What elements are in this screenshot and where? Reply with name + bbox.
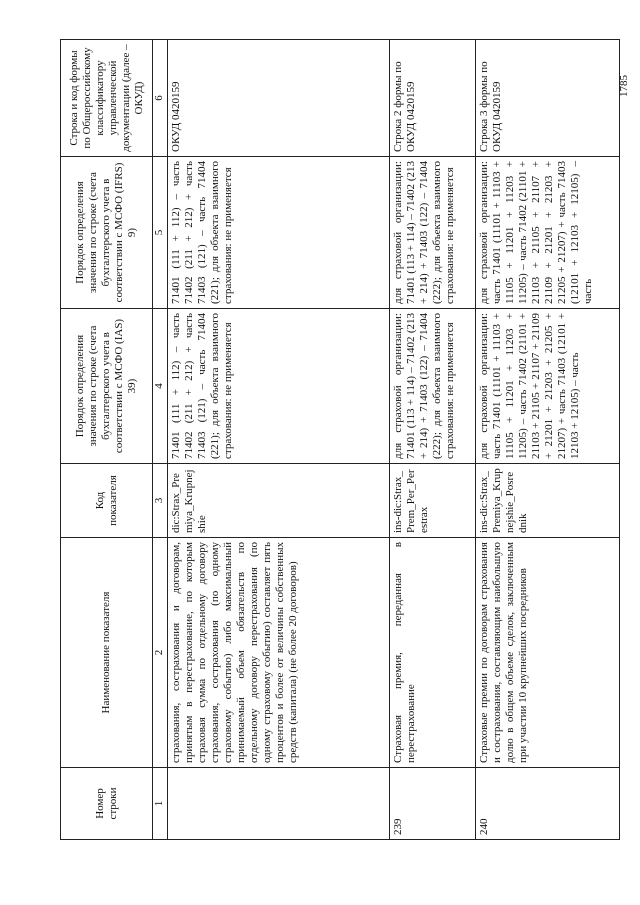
indicator-name: Страховая премия, переданная в перестрахование [390, 538, 476, 768]
header-row [61, 40, 153, 840]
row-number [168, 768, 390, 840]
ifrs9-rule: для страховой организации: часть 71401 (11101 + 11103 + 11105 + 11201 + 11203 + 11205) – часть 71402 (21101 + 21103 + 21105 + 21107 + 21109 + 21201 + 21203 + 21205 + 21207) + часть 71403 (12101 + 12103 + 12105) – часть [476, 157, 620, 309]
indicator-code: ins-dic:Strax_Prem_Per_Perestrax [390, 464, 476, 538]
column-number: 4 [153, 309, 168, 464]
okud-ref: Строка 2 формы по ОКУД 0420159 [390, 40, 476, 157]
ifrs9-rule: 71401 (111 + 112) – часть 71402 (211 + 212) + часть 71403 (121) – часть 71404 (221); для объекта взаимного страхования: не применяется [168, 157, 390, 309]
table-row [168, 40, 390, 840]
header-indicator-code: Код показателя [61, 464, 153, 538]
header-indicator-name: Наименование показателя [61, 538, 153, 768]
header-ias39: Порядок определения значения по строке (счета бухгалтерского учета в соответствии с МСФО (IAS) 39) [61, 309, 153, 464]
column-number: 3 [153, 464, 168, 538]
indicators-table [60, 39, 620, 840]
indicator-code: ins-dic:Strax_Premiya_Krupnejshie_Posrednik [476, 464, 620, 538]
ias39-rule: для страховой организации: часть 71401 (11101 + 11103 + 11105 + 11201 + 11203 + 11205) – часть 71402 (21101 + 21103 + 21105 + 21107 + 21109 + 21201 + 21203 + 21205 + 21207) + часть 71403 (12101 + 12103 + 12105) – часть [476, 309, 620, 464]
indicator-name: Страховые премии по договорам страхования и сострахования, составляющим наибольшую долю в общем объеме сделок, заключенным при участии 10 крупнейших посредников [476, 538, 620, 768]
row-number: 240 [476, 768, 620, 840]
header-row-number: Номер строки [61, 768, 153, 840]
indicator-name: страхования, сострахования и договорам, принятым в перестрахование, по которым страховая сумма по отдельному договору страхования, сострахования (по одному страховому событию) либо максимальный принимаемый объем обязательств по отдельному договору перестрахования (по одному страховому событию) составляет пять процентов и более от величины собственных средств (капитала) (не более 20 договоров) [168, 538, 390, 768]
column-number: 2 [153, 538, 168, 768]
column-number-row [153, 40, 168, 840]
ias39-rule: для страховой организации: 71401 (113 + 114) – 71402 (213 + 214) + 71403 (122) – 71404 (222); для объекта взаимного страхования: не применяется [390, 309, 476, 464]
okud-ref: Строка 3 формы по ОКУД 0420159 [476, 40, 620, 157]
ifrs9-rule: для страховой организации: 71401 (113 + 114) – 71402 (213 + 214) + 71403 (122) – 71404 (222); для объекта взаимного страхования: не применяется [390, 157, 476, 309]
column-number: 6 [153, 40, 168, 157]
page-number [614, 60, 634, 120]
header-ifrs9: Порядок определения значения по строке (счета бухгалтерского учета в соответствии с МСФО (IFRS) 9) [61, 157, 153, 309]
column-number: 1 [153, 768, 168, 840]
ias39-rule: 71401 (111 + 112) – часть 71402 (211 + 212) + часть 71403 (121) – часть 71404 (221); для объекта взаимного страхования: не применяется [168, 309, 390, 464]
row-number: 239 [390, 768, 476, 840]
table-row [390, 40, 476, 840]
table-row [476, 40, 620, 840]
column-number: 5 [153, 157, 168, 309]
rotated-table-container [60, 40, 620, 840]
okud-ref: ОКУД 0420159 [168, 40, 390, 157]
header-okud: Строка и код формы по Общероссийскому классификатору управленческой документации (далее – ОКУД) [61, 40, 153, 157]
indicator-code: dic:Strax_Premiya_Krupnejshie [168, 464, 390, 538]
page-number-text: 1785 [618, 75, 630, 97]
